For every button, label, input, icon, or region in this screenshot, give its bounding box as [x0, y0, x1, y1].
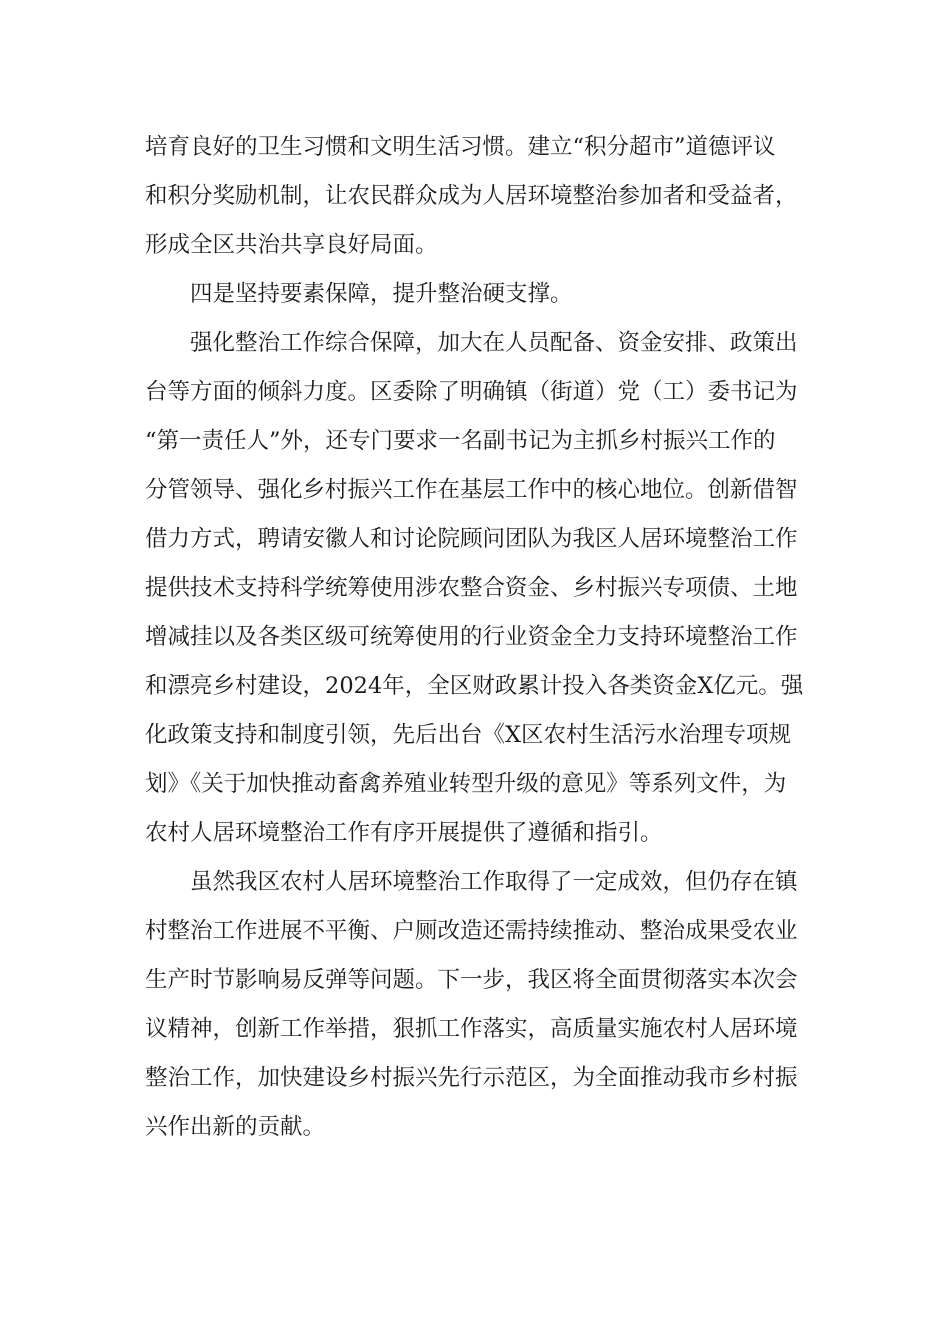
- text-line: 农村人居环境整治工作有序开展提供了遵循和指引。: [145, 820, 663, 846]
- text-line: 增减挂以及各类区级可统筹使用的行业资金全力支持环境整治工作: [145, 624, 798, 650]
- paragraph-next-steps: [145, 858, 809, 1152]
- text-line: 生产时节影响易反弹等问题。下一步，我区将全面贯彻落实本次会: [145, 967, 798, 993]
- text-line: 提供技术支持科学统筹使用涉农整合资金、乡村振兴专项债、土地: [145, 575, 798, 601]
- paragraph-guarantees: [145, 319, 809, 858]
- text-line: 培育良好的卫生习惯和文明生活习惯。建立“积分超市”道德评议: [145, 134, 776, 160]
- text-line: “第一责任人”外，还专门要求一名副书记为主抓乡村振兴工作的: [145, 428, 776, 454]
- text-line: 形成全区共治共享良好局面。: [145, 232, 438, 258]
- text-line: 分管领导、强化乡村振兴工作在基层工作中的核心地位。创新借智: [145, 477, 798, 503]
- text-line: 整治工作，加快建设乡村振兴先行示范区，为全面推动我市乡村振: [145, 1065, 798, 1091]
- text-line: 化政策支持和制度引领，先后出台《X区农村生活污水治理专项规: [145, 722, 792, 748]
- text-line: 虽然我区农村人居环境整治工作取得了一定成效，但仍存在镇: [190, 869, 798, 895]
- text-line: 兴作出新的贡献。: [145, 1114, 326, 1140]
- document-body: [145, 123, 809, 1152]
- text-line: 和漂亮乡村建设，2024年，全区财政累计投入各类资金X亿元。强: [145, 673, 804, 699]
- heading-line: 四是坚持要素保障，提升整治硬支撑。: [190, 281, 573, 307]
- text-line: 划》《关于加快推动畜禽养殖业转型升级的意见》等系列文件，为: [145, 771, 787, 797]
- text-line: 台等方面的倾斜力度。区委除了明确镇（街道）党（工）委书记为: [145, 379, 798, 405]
- text-line: 和积分奖励机制，让农民群众成为人居环境整治参加者和受益者，: [145, 183, 798, 209]
- text-line: 强化整治工作综合保障，加大在人员配备、资金安排、政策出: [190, 330, 798, 356]
- section-heading-four: [145, 270, 809, 319]
- text-line: 议精神，创新工作举措，狠抓工作落实，高质量实施农村人居环境: [145, 1016, 798, 1042]
- text-line: 村整治工作进展不平衡、户厕改造还需持续推动、整治成果受农业: [145, 918, 798, 944]
- paragraph-sanitation-habits: [145, 123, 809, 270]
- text-line: 借力方式，聘请安徽人和讨论院顾问团队为我区人居环境整治工作: [145, 526, 798, 552]
